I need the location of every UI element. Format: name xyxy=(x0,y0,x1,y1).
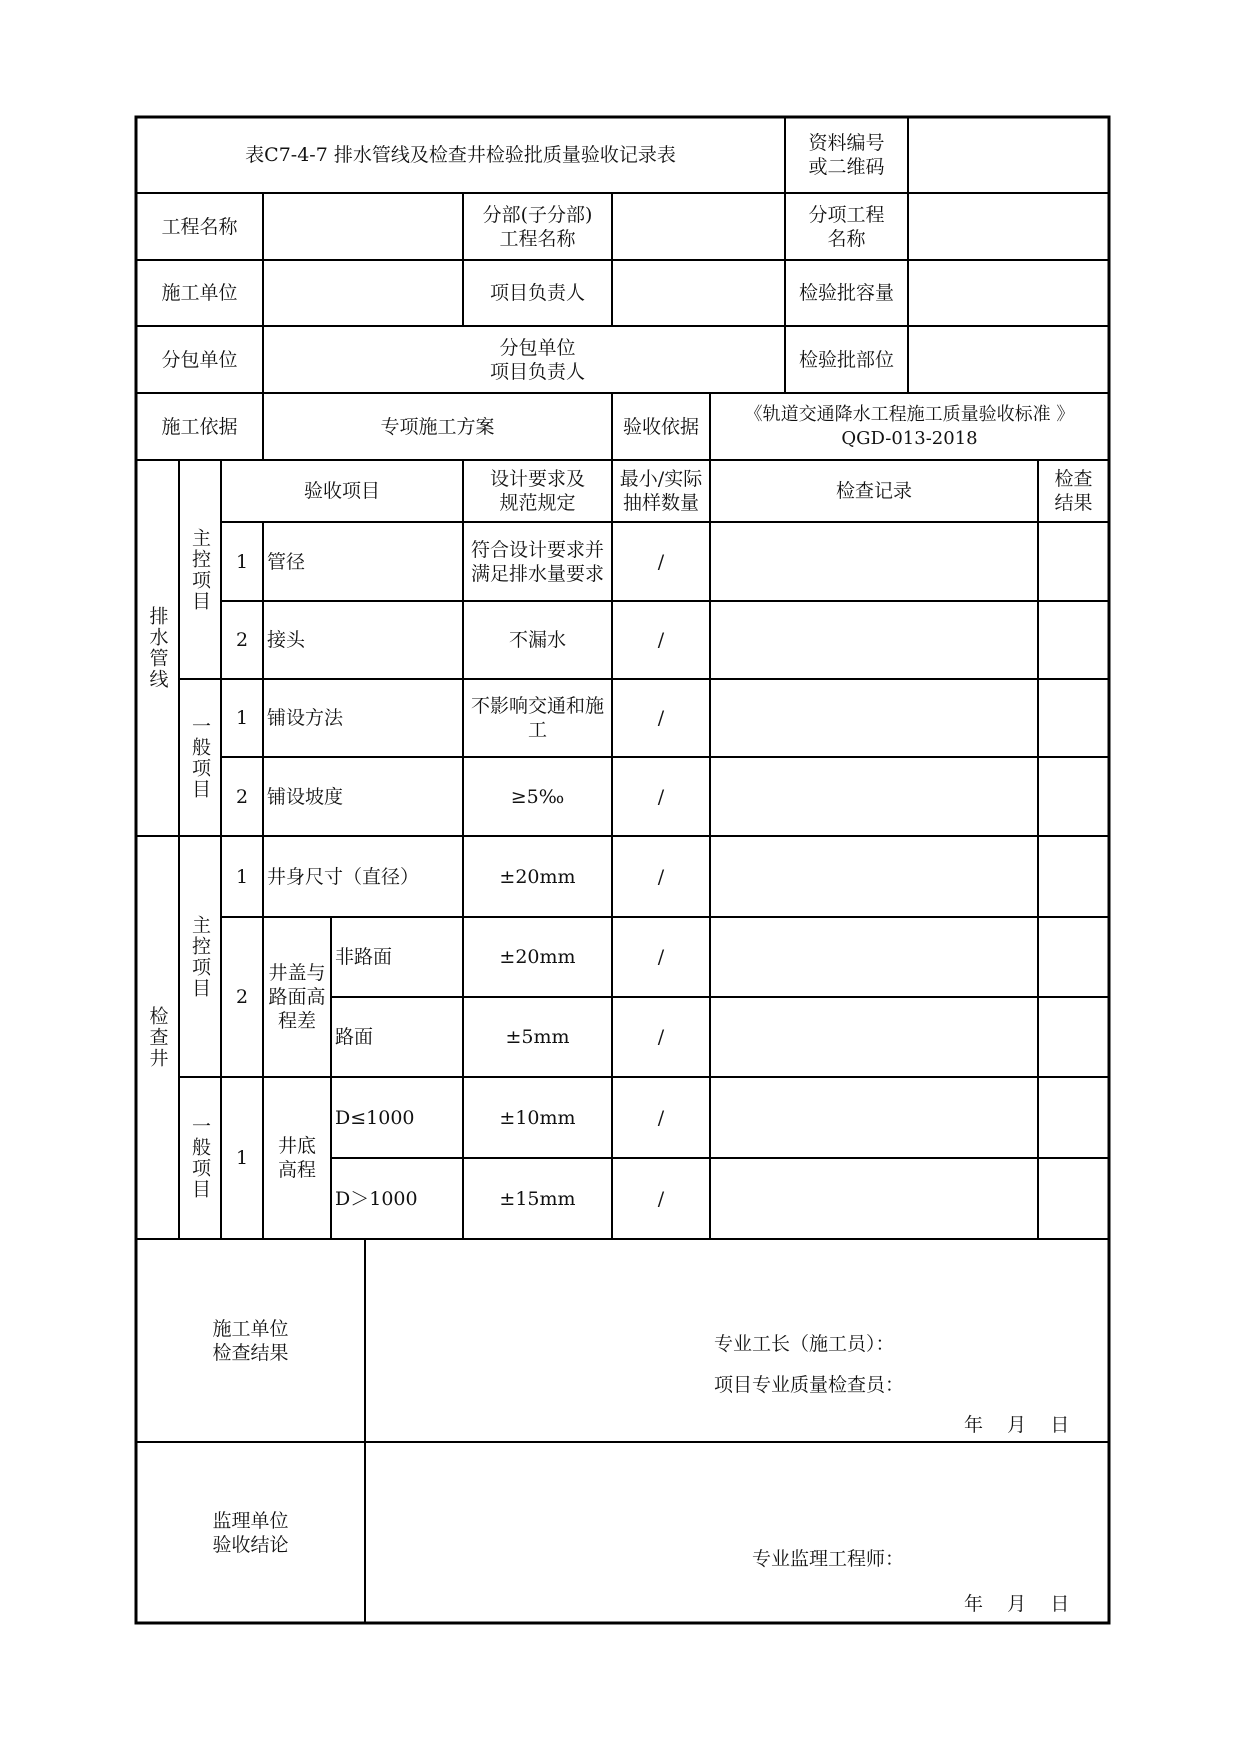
row-record-field[interactable] xyxy=(710,997,1038,1077)
sub-manager-label: 分包单位 项目负责人 xyxy=(489,336,585,383)
row-item-name: 铺设方法 xyxy=(267,707,344,729)
row-number: 2 xyxy=(235,785,249,808)
basis-value: 专项施工方案 xyxy=(380,415,495,438)
row-result-field[interactable] xyxy=(1038,601,1109,679)
row-sample: / xyxy=(657,1106,665,1129)
row-item-name: 井身尺寸（直径） xyxy=(267,865,420,888)
subcontractor-label: 分包单位 xyxy=(161,348,238,371)
row-sample: / xyxy=(657,550,665,573)
inspector-signature-label: 项目专业质量检查员： xyxy=(714,1374,905,1396)
row-item-name: 铺设坡度 xyxy=(267,785,344,808)
row-result-field[interactable] xyxy=(1038,997,1109,1077)
col-header-requirement: 设计要求及 规范规定 xyxy=(489,468,585,514)
project-name-label: 工程名称 xyxy=(161,215,238,238)
batch-location-label: 检验批部位 xyxy=(798,348,894,371)
row-sub-item: D＞1000 xyxy=(335,1187,418,1210)
subcontractor-field[interactable] xyxy=(263,326,463,393)
row-record-field[interactable] xyxy=(710,917,1038,997)
row-sample: / xyxy=(657,707,665,729)
row-requirement: 符合设计要求并 满足排水量要求 xyxy=(470,538,604,585)
foreman-signature-label: 专业工长（施工员）： xyxy=(714,1333,895,1355)
row-result-field[interactable] xyxy=(1038,1158,1109,1239)
row-sample: / xyxy=(657,865,665,888)
row-result-field[interactable] xyxy=(1038,1077,1109,1158)
item-project-field[interactable] xyxy=(908,193,1109,260)
subgroup-general-2: 一般项目 xyxy=(189,1116,211,1200)
contractor-field[interactable] xyxy=(263,260,463,326)
date-label: 年 月 日 xyxy=(964,1593,1070,1615)
acceptance-basis-label: 验收依据 xyxy=(622,415,699,438)
batch-location-field[interactable] xyxy=(908,326,1109,393)
row-requirement: ±15mm xyxy=(499,1187,576,1210)
batch-capacity-field[interactable] xyxy=(908,260,1109,326)
col-header-record: 检查记录 xyxy=(835,480,912,502)
row-sample: / xyxy=(657,946,665,968)
row-number: 1 xyxy=(235,707,249,729)
group-inspection-well: 检查井 xyxy=(146,1006,169,1069)
row-result-field[interactable] xyxy=(1038,757,1109,836)
basis-label: 施工依据 xyxy=(161,415,238,438)
subsection-label: 分部(子分部) 工程名称 xyxy=(482,203,593,250)
row-number: 1 xyxy=(235,550,249,573)
row-requirement: 不影响交通和施 工 xyxy=(470,695,604,741)
subsection-field[interactable] xyxy=(612,193,785,260)
row-number: 2 xyxy=(235,629,249,651)
row-sample: / xyxy=(657,785,665,808)
row-result-field[interactable] xyxy=(1038,679,1109,757)
item-project-label: 分项工程 名称 xyxy=(808,203,885,250)
contractor-label: 施工单位 xyxy=(161,282,238,304)
row-item-name: 井底 高程 xyxy=(277,1135,316,1181)
form-title: 表C7-4-7 排水管线及检查井检验批质量验收记录表 xyxy=(245,144,676,166)
doc-number-field[interactable] xyxy=(908,117,1109,193)
supervisor-engineer-label: 专业监理工程师： xyxy=(752,1548,905,1570)
project-name-field[interactable] xyxy=(263,193,463,260)
group-drain-pipeline: 排水管线 xyxy=(146,606,169,690)
row-requirement: 不漏水 xyxy=(508,629,566,651)
row-requirement: ≥5‰ xyxy=(510,785,565,808)
row-item-name: 井盖与 路面高 程差 xyxy=(268,962,326,1032)
row-record-field[interactable] xyxy=(710,601,1038,679)
project-manager-field[interactable] xyxy=(612,260,785,326)
col-header-item: 验收项目 xyxy=(303,480,380,502)
row-record-field[interactable] xyxy=(710,1158,1038,1239)
row-sub-item: 路面 xyxy=(335,1026,374,1048)
subgroup-main-control-1: 主控项目 xyxy=(189,527,211,612)
row-sample: / xyxy=(657,1187,665,1210)
batch-capacity-label: 检验批容量 xyxy=(798,282,894,304)
row-result-field[interactable] xyxy=(1038,836,1109,917)
row-number: 1 xyxy=(235,1147,249,1169)
subgroup-general-1: 一般项目 xyxy=(189,715,211,800)
date-label: 年 月 日 xyxy=(964,1414,1070,1436)
row-record-field[interactable] xyxy=(710,836,1038,917)
row-requirement: ±10mm xyxy=(499,1106,576,1129)
row-item-name: 接头 xyxy=(267,629,306,651)
acceptance-basis-value: 《轨道交通降水工程施工质量验收标准 》 QGD-013-2018 xyxy=(744,403,1075,449)
row-requirement: ±20mm xyxy=(499,946,576,968)
doc-number-label: 资料编号 或二维码 xyxy=(808,132,885,178)
row-result-field[interactable] xyxy=(1038,522,1109,601)
row-sample: / xyxy=(657,629,665,651)
row-record-field[interactable] xyxy=(710,1077,1038,1158)
row-sub-item: D≤1000 xyxy=(335,1106,415,1129)
row-number: 2 xyxy=(235,986,249,1008)
sub-manager-field[interactable] xyxy=(612,326,785,393)
contractor-check-label: 施工单位 检查结果 xyxy=(212,1317,289,1364)
col-header-result: 检查 结果 xyxy=(1054,468,1093,514)
col-header-sample: 最小/实际 抽样数量 xyxy=(619,468,703,514)
row-sub-item: 非路面 xyxy=(335,946,393,968)
row-number: 1 xyxy=(235,865,249,888)
project-manager-label: 项目负责人 xyxy=(489,282,585,304)
row-result-field[interactable] xyxy=(1038,917,1109,997)
row-record-field[interactable] xyxy=(710,757,1038,836)
row-record-field[interactable] xyxy=(710,679,1038,757)
row-item-name: 管径 xyxy=(267,550,306,573)
subgroup-main-control-2: 主控项目 xyxy=(189,914,211,999)
row-requirement: ±5mm xyxy=(505,1026,570,1048)
supervisor-conclusion-label: 监理单位 验收结论 xyxy=(212,1509,289,1556)
row-sample: / xyxy=(657,1026,665,1048)
row-record-field[interactable] xyxy=(710,522,1038,601)
row-requirement: ±20mm xyxy=(499,865,576,888)
